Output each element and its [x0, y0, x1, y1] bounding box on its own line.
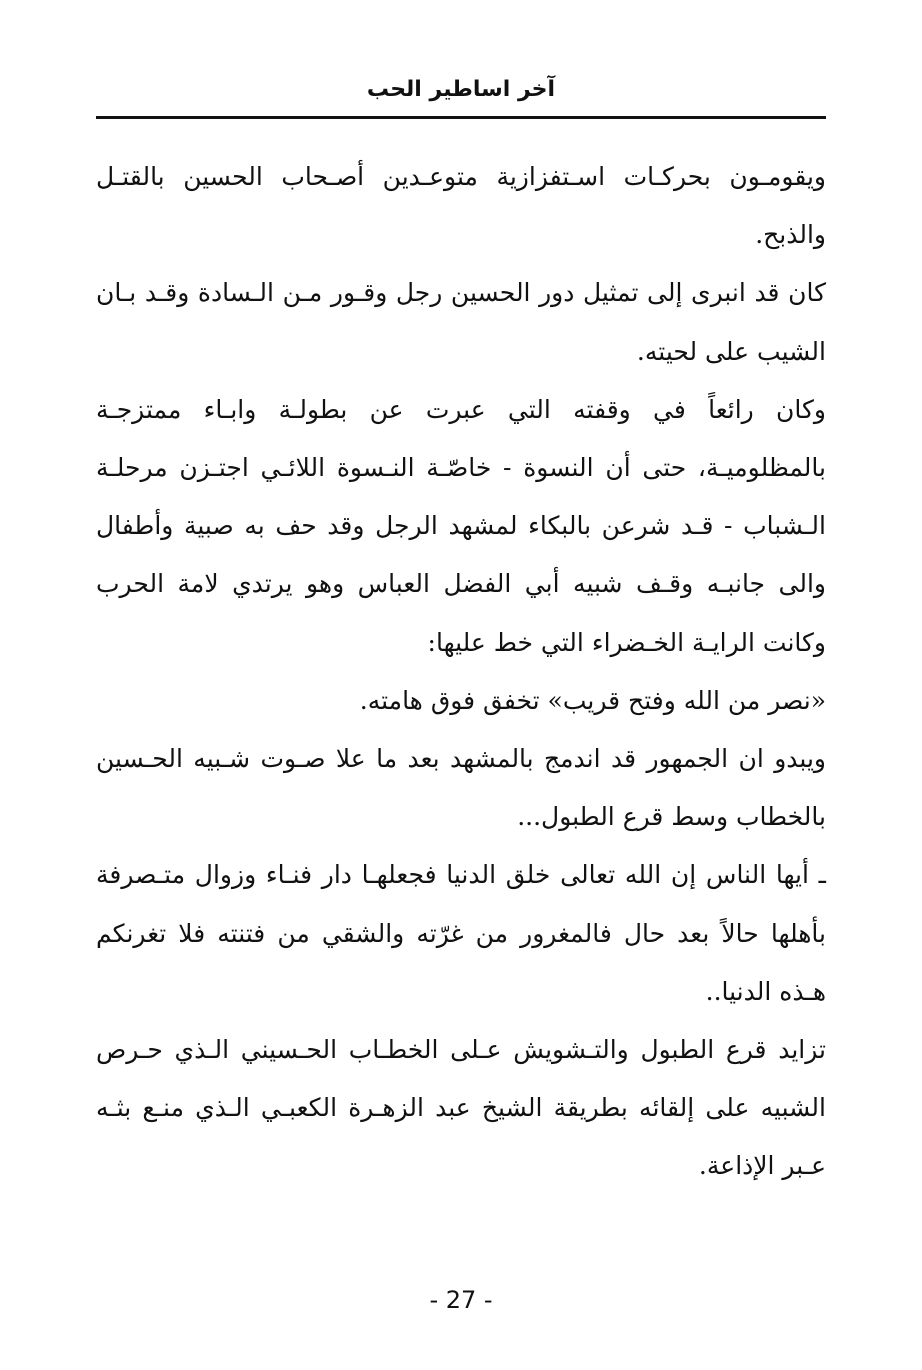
- paragraph: تزايد قرع الطبول والتـشويش عـلى الخطـاب الحـسيني الـذي حـرص الشبيه على إلقائه بطريقة الشيخ عبد الزهـرة الكعبـي الـذي منـع بثـه عـبر الإذاعة.: [96, 1035, 826, 1181]
- paragraph: ويبدو ان الجمهور قد اندمج بالمشهد بعد ما علا صـوت شـبيه الحـسين بالخطاب وسط قرع الطبول...: [96, 744, 826, 832]
- page-number: - 27 -: [429, 1286, 493, 1314]
- body-text: [96, 148, 826, 1196]
- header-rule: [96, 116, 826, 119]
- paragraph: كان قد انبرى إلى تمثيل دور الحسين رجل وقـور مـن الـسادة وقـد بـان الشيب على لحيته.: [96, 278, 826, 366]
- speech-paragraph: ـ أيها الناس إن الله تعالى خلق الدنيا فجعلهـا دار فنـاء وزوال متـصرفة بأهلها حالاً بعد حال فالمغرور من غرّته والشقي من فتنته فلا تغرنكم هـذه الدنيا..: [96, 860, 826, 1006]
- running-header-title: آخر اساطير الحب: [366, 77, 556, 102]
- quote-paragraph: «نصر من الله وفتح قريب» تخفق فوق هامته.: [359, 685, 826, 715]
- paragraph: وكان رائعاً في وقفته التي عبرت عن بطولـة وابـاء ممتزجـة بالمظلوميـة، حتى أن النسوة - خاصّـة النـسوة اللائـي اجتـزن مرحلـة الـشباب - قـد شرعن بالبكاء لمشهد الرجل وقد حف به صبية وأطفال والى جانبـه وقـف شبيه أبي الفضل العباس وهو يرتدي لامة الحرب وكانت الرايـة الخـضراء التي خط عليها:: [96, 394, 826, 657]
- paragraph: ويقومـون بحركـات اسـتفزازية متوعـدين أصـحاب الحسين بالقتـل والذبح.: [96, 162, 826, 250]
